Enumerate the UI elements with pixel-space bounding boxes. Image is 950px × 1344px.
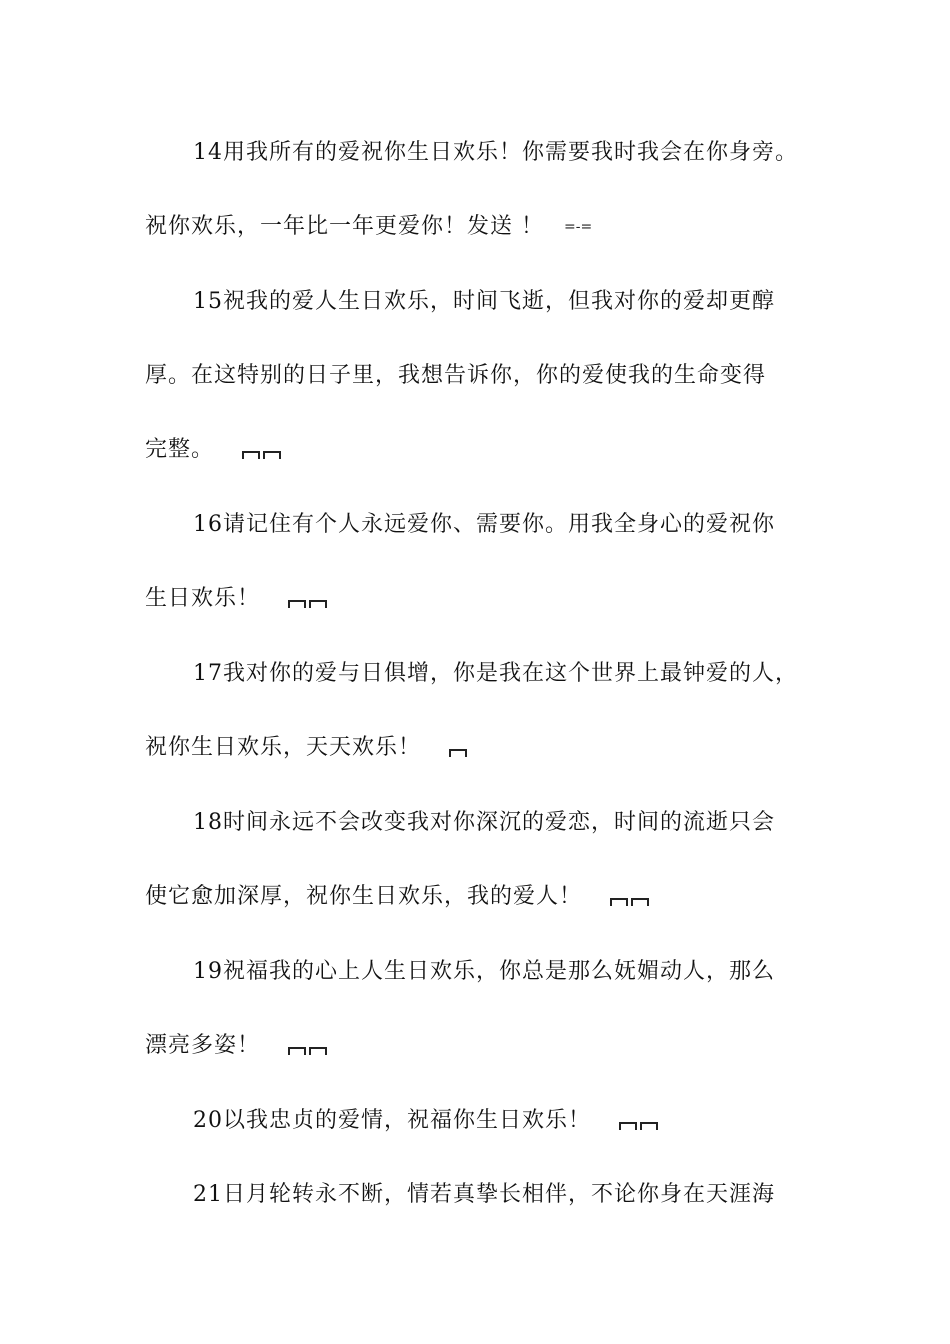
paragraph-19-line-1 [193,957,775,987]
text: 21日月轮转永不断，情若真挚长相伴，不论你身在天涯海 [193,1182,775,1207]
text: 使它愈加深厚，祝你生日欢乐，我的爱人！ [145,884,583,909]
text: 20以我忠贞的爱情，祝福你生日欢乐！ [193,1108,591,1133]
text: 16请记住有个人永远爱你、需要你。用我全身心的爱祝你 [193,512,775,537]
paragraph-16-line-2 [145,584,330,614]
paragraph-15-line-2 [145,361,766,391]
paragraph-18-line-1 [193,808,775,838]
paragraph-15-line-3 [145,435,284,465]
text: 祝你生日欢乐，天天欢乐！ [145,735,422,760]
emoticon-icon [288,584,330,614]
text: 14用我所有的爱祝你生日欢乐！你需要我时我会在你身旁。 [193,140,798,165]
text: 17我对你的爱与日俱增，你是我在这个世界上最钟爱的人， [193,661,798,686]
text: 祝你欢乐，一年比一年更爱你！发送 ！ [145,214,544,239]
paragraph-16-line-1 [193,510,775,540]
emoticon-icon [619,1106,661,1136]
paragraph-14-line-2 [145,212,592,242]
text: 厚。在这特别的日子里，我想告诉你，你的爱使我的生命变得 [145,363,767,388]
text: 漂亮多姿！ [145,1033,261,1058]
paragraph-20-line-1 [193,1106,661,1136]
paragraph-17-line-2 [145,733,470,763]
emoticon-icon [449,733,470,763]
text: 15祝我的爱人生日欢乐，时间飞逝，但我对你的爱却更醇 [193,289,775,314]
text: 19祝福我的心上人生日欢乐，你总是那么妩媚动人，那么 [193,959,775,984]
text: 18时间永远不会改变我对你深沉的爱恋，时间的流逝只会 [193,810,775,835]
text: 完整。 [145,437,215,462]
text: 生日欢乐！ [145,586,261,611]
paragraph-15-line-1 [193,287,775,317]
paragraph-14-line-1 [193,138,798,168]
emoticon-mark: =-= [564,219,593,235]
emoticon-icon [242,435,284,465]
emoticon-icon [610,882,652,912]
paragraph-18-line-2 [145,882,652,912]
paragraph-17-line-1 [193,659,798,689]
paragraph-19-line-2 [145,1031,330,1061]
emoticon-icon [288,1031,330,1061]
paragraph-21-line-1 [193,1180,775,1210]
